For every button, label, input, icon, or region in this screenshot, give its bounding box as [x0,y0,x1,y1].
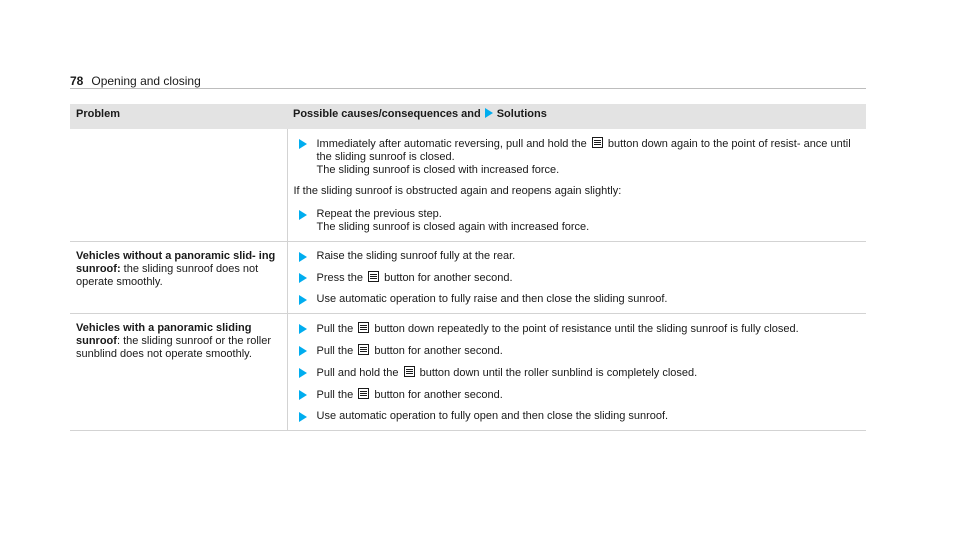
solution-step [294,250,861,263]
problem-description: : the sliding sunroof or the roller sunblind does not operate smoothly. [76,335,272,360]
step-text: button for another second. [384,272,513,284]
sunroof-switch-icon [358,322,369,333]
column-header-solutions [287,104,866,129]
step-result: The sliding sunroof is closed with increased force. [316,164,560,176]
table-header-row [70,104,866,129]
play-arrow-icon [299,368,307,378]
play-arrow-icon [299,412,307,422]
step-text: Pull the [316,323,354,335]
solution-step [294,208,861,234]
play-arrow-icon [299,273,307,283]
solution-cell [287,314,866,431]
step-text: Use automatic operation to fully open and then close the sliding sunroof. [316,410,669,422]
sunroof-switch-icon [368,271,379,282]
play-arrow-icon [299,346,307,356]
problem-title: Vehicles with a panoramic sliding sunroof [76,322,252,347]
play-arrow-icon [299,139,307,149]
problem-cell [70,242,287,314]
step-text: Immediately after automatic reversing, pull and hold the [316,138,587,150]
step-text: Pull the [316,345,354,357]
step-text: Pull and hold the [316,367,399,379]
table-row [70,314,866,431]
step-text: button for another second. [374,345,503,357]
page-number: 78 [70,74,84,88]
play-arrow-icon [299,210,307,220]
step-text: Press the [316,272,363,284]
solution-cell [287,129,866,242]
table-row [70,129,866,242]
note-text: If the sliding sunroof is obstructed again and reopens again slightly: [293,185,622,197]
step-text: button for another second. [374,389,503,401]
page-header [70,74,866,89]
step-text: button down again to the point of resist- ance until the sliding sunroof is closed. [316,138,851,163]
problem-title: Vehicles without a panoramic slid- ing sunroof: [76,250,276,275]
play-arrow-icon [299,252,307,262]
problem-description: the sliding sunroof does not operate smoothly. [76,263,259,288]
sunroof-switch-icon [404,366,415,377]
column-header-solutions-suffix: Solutions [496,108,547,120]
step-text: Use automatic operation to fully raise and then close the sliding sunroof. [316,293,668,305]
step-text: Raise the sliding sunroof fully at the rear. [316,250,516,262]
problem-cell [70,314,287,431]
page-header-title: Opening and closing [91,74,201,88]
solution-step [294,366,861,380]
solution-step [294,344,861,358]
sunroof-switch-icon [592,137,603,148]
column-header-solutions-label: Possible causes/consequences and [293,108,481,120]
step-text: Pull the [316,389,354,401]
play-arrow-icon [485,108,493,118]
step-result: The sliding sunroof is closed again with increased force. [316,221,590,233]
solution-cell [287,242,866,314]
problem-solution-table [70,104,866,431]
play-arrow-icon [299,324,307,334]
solution-step [294,137,861,177]
problem-cell [70,129,287,242]
play-arrow-icon [299,390,307,400]
step-text: button down until the roller sunblind is completely closed. [419,367,698,379]
solution-step [294,271,861,285]
column-header-problem: Problem [70,104,287,129]
step-text: Repeat the previous step. [316,208,442,220]
sunroof-switch-icon [358,344,369,355]
table-row [70,242,866,314]
solution-step [294,388,861,402]
solution-step [294,293,861,306]
play-arrow-icon [299,295,307,305]
solution-step [294,322,861,336]
sunroof-switch-icon [358,388,369,399]
solution-step [294,410,861,423]
step-text: button down repeatedly to the point of resistance until the sliding sunroof is fully closed. [374,323,799,335]
